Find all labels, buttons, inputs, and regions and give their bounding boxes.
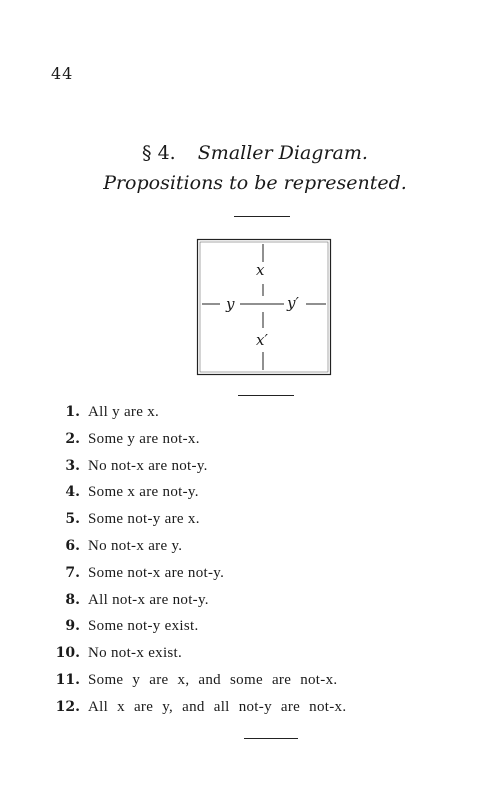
proposition-item (44, 645, 464, 672)
proposition-item (44, 672, 464, 699)
proposition-number: 11. (55, 671, 80, 688)
proposition-item (44, 538, 464, 565)
proposition-item (44, 458, 464, 485)
label-y-prime: y′ (287, 294, 299, 312)
proposition-text: No not-x are y. (88, 537, 183, 554)
proposition-text: Some y are x, and some are not-x. (88, 671, 338, 688)
proposition-number: 10. (55, 645, 80, 662)
proposition-text: Some x are not-y. (88, 484, 199, 501)
proposition-item (44, 699, 464, 726)
proposition-text: All y are x. (88, 404, 160, 420)
proposition-item (44, 511, 464, 538)
proposition-text: No not-x are not-y. (88, 457, 208, 474)
proposition-text: No not-x exist. (88, 645, 183, 662)
proposition-number: 2. (65, 430, 80, 447)
proposition-text: Some y are not-x. (88, 430, 200, 447)
section-number: 4. (157, 142, 176, 164)
proposition-number: 6. (65, 537, 80, 554)
diagram-lines (196, 238, 332, 376)
proposition-number: 9. (65, 618, 80, 635)
proposition-number: 4. (65, 484, 80, 501)
section-sign: § (142, 142, 152, 164)
divider-rule-top (234, 216, 290, 217)
propositions-list (44, 404, 464, 726)
divider-rule-bottom (244, 738, 298, 739)
proposition-text: All x are y, and all not-y are not-x. (88, 698, 347, 715)
label-x-prime: x′ (256, 331, 268, 349)
proposition-number: 7. (65, 564, 80, 581)
proposition-item (44, 431, 464, 458)
proposition-item (44, 565, 464, 592)
section-subtitle: Propositions to be represented. (103, 172, 407, 194)
proposition-item (44, 592, 464, 619)
label-y: y (226, 295, 235, 313)
divider-rule-middle (238, 395, 294, 396)
proposition-item (44, 404, 464, 431)
section-title: Smaller Diagram. (197, 142, 368, 164)
label-x: x (256, 261, 265, 279)
smaller-diagram (196, 238, 332, 376)
proposition-text: Some not-x are not-y. (88, 564, 225, 581)
page-number: 44 (51, 64, 74, 83)
diagram-border (198, 240, 331, 375)
proposition-text: All not-x are not-y. (88, 591, 209, 608)
proposition-number: 3. (65, 457, 80, 474)
section-heading (0, 142, 490, 164)
diagram-inner-border (200, 242, 328, 372)
proposition-item (44, 618, 464, 645)
proposition-number: 1. (65, 404, 80, 420)
proposition-text: Some not-y are x. (88, 511, 200, 528)
proposition-number: 12. (55, 698, 80, 715)
proposition-number: 8. (65, 591, 80, 608)
proposition-item (44, 484, 464, 511)
proposition-text: Some not-y exist. (88, 618, 199, 635)
proposition-number: 5. (65, 511, 80, 528)
